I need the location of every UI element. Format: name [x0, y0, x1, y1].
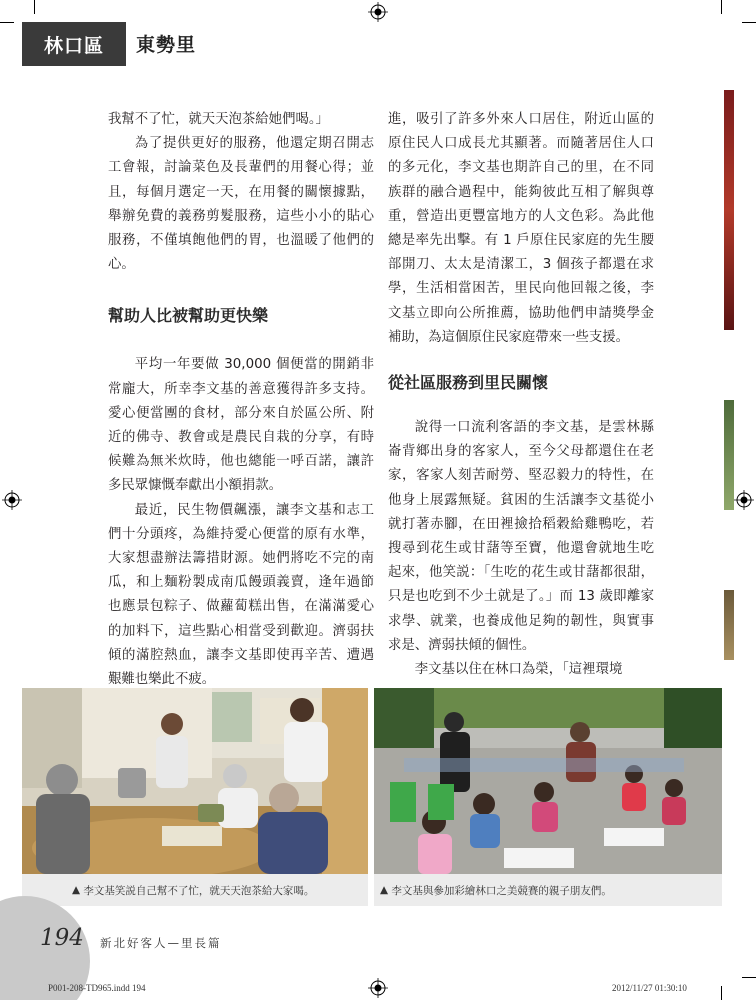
village-title: 東勢里 [136, 34, 197, 56]
paragraph: 說得一口流利客語的李文基，是雲林縣崙背鄉出身的客家人，至今父母都還住在老家，客家人刻苦耐勞、堅忍毅力的特性，在他身上展露無疑。貧困的生活讓李文基從小就打著赤腳，在田裡撿拾稻穀給雞鴨吃，若搜尋到花生或甘藷等至寶，他還會就地生吃起來，他笑説：「生吃的花生或甘藷都很甜，只是也吃到不少土就是了。」而 13 歲即離家求學、就業，也養成他足夠的韌性，與實事求是、濟弱扶傾的個性。 [388, 420, 654, 653]
paragraph: 平均一年要做 30,000 個便當的開銷非常龐大，所幸李文基的善意獲得許多支持。愛心便當團的食材，部分來自於區公所、附近的佛寺、教會或是農民自栽的分享，有時候難為無米炊時，他也總能一呼百諾，讓許多民眾慷慨奉獻出小額捐款。 [108, 357, 374, 494]
caption-text: 李文基與參加彩繪林口之美競賽的親子朋友們。 [391, 884, 612, 897]
registration-mark-icon [368, 978, 388, 998]
district-tab: 林口區 [22, 22, 126, 66]
paragraph: 我幫不了忙，就天天泡茶給她們喝。」 [108, 112, 329, 127]
registration-mark-icon [2, 490, 22, 510]
bleed-strip [724, 90, 734, 330]
registration-mark-icon [368, 2, 388, 22]
section-heading: 幫助人比被幫助更快樂 [108, 306, 269, 326]
page-number: 194 [40, 925, 84, 951]
crop-mark [721, 986, 722, 1000]
running-footer-title: 新北好客人—里長篇 [100, 936, 222, 950]
crop-mark [721, 0, 722, 14]
photo-caption [22, 874, 368, 906]
print-slug-timestamp: 2012/11/27 01:30:10 [612, 983, 687, 993]
paragraph: 李文基以住在林口為榮，「這裡環境 [414, 662, 623, 678]
photo-caption [374, 874, 722, 906]
paragraph: 為了提供更好的服務，他還定期召開志工會報，討論菜色及長輩們的用餐心得；並且，每個月選定一天，在用餐的關懷據點，舉辦免費的義務剪髮服務，這些小小的貼心服務，不僅填飽他們的胃，也溫暖了他們的心。 [108, 136, 374, 273]
paragraph: 進，吸引了許多外來人口居住，附近山區的原住民人口成長尤其顯著。而隨著居住人口的多元化，李文基也期許自己的里，在不同族群的融合過程中，能夠彼此互相了解與尊重，營造出更豐富地方的人文色彩。為此他總是率先出擊。有 1 戶原住民家庭的先生腰部開刀、太太是清潔工，3 個孩子都還在求學，生活相當困苦，里民向他回報之後，李文基立即向公所推薦，協助他們申請獎學金補助，為這個原住民家庭帶來一些支援。 [388, 112, 654, 345]
crop-mark [742, 22, 756, 23]
bleed-strip [724, 590, 734, 660]
left-text-column [108, 108, 374, 716]
caption-arrow-icon: ▲ [380, 884, 392, 896]
bleed-strip [724, 400, 734, 510]
paragraph: 最近，民生物價飆漲，讓李文基和志工們十分頭疼，為維持愛心便當的原有水準，大家想盡辦法籌措財源。她們將吃不完的南瓜，和上麵粉製成南瓜饅頭義賣，逢年過節也應景包粽子、做蘿蔔糕出售，在滿滿愛心的加料下，這些點心相當受到歡迎。濟弱扶傾的滿腔熱血，讓李文基即使再辛苦、遭遇艱難也樂此不疲。 [108, 502, 374, 688]
print-slug-file: P001-208-TD965.indd 194 [48, 983, 146, 993]
crop-mark [742, 977, 756, 978]
section-heading: 從社區服務到里民關懷 [388, 373, 549, 393]
photo-painting-contest [374, 688, 722, 874]
registration-mark-icon [734, 490, 754, 510]
right-text-column [388, 108, 654, 682]
crop-mark [34, 0, 35, 14]
crop-mark [0, 22, 14, 23]
photo-tea-gathering-image [22, 688, 368, 874]
photo-tea-gathering [22, 688, 368, 874]
caption-text: 李文基笑説自己幫不了忙，就天天泡茶給大家喝。 [83, 884, 315, 897]
caption-arrow-icon: ▲ [72, 884, 84, 896]
photo-painting-contest-image [374, 688, 722, 874]
